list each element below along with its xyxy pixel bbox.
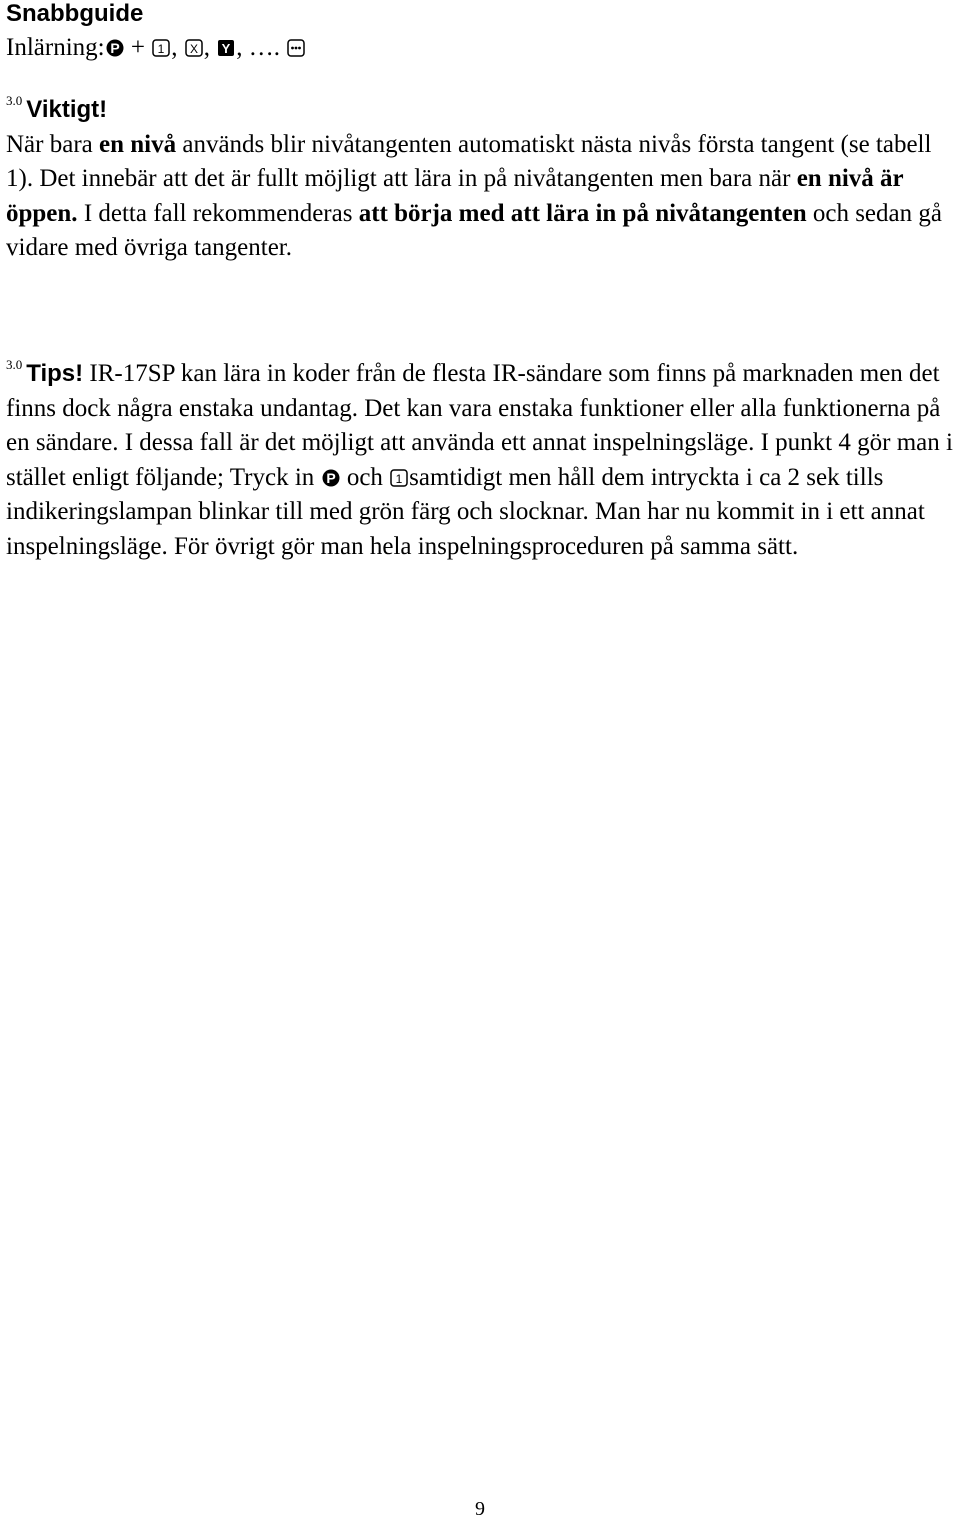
svg-text:P: P [325, 469, 336, 486]
ellipsis: …. [248, 34, 280, 61]
page-number: 9 [475, 1498, 485, 1520]
svg-text:1: 1 [395, 471, 403, 486]
p-button-icon [322, 468, 340, 488]
subtitle-line [6, 32, 306, 64]
tips-number: 3.0 [6, 357, 23, 372]
svg-text:Y: Y [221, 41, 231, 56]
important-section [6, 84, 956, 266]
svg-text:1: 1 [157, 42, 165, 56]
p-button-icon [106, 38, 124, 58]
important-number: 3.0 [6, 93, 23, 108]
important-text-2: används blir nivåtangenten automatiskt nästa nivås första tangent (se tabell 1). Det innebär att det är fullt möjligt att lära in på nivåtangenten men bara när [6, 130, 932, 192]
tips-section [6, 348, 956, 564]
tips-text-2: och [340, 463, 390, 491]
tips-text-3: samtidigt men håll dem intryckta i ca 2 sek tills indikeringslampan blinkar till med grön färg och slocknar. Man har nu kommit in i ett annat inspelningsläge. För övrigt gör man hela inspelningsproceduren på samma sätt. [6, 463, 925, 560]
y-button-icon [217, 38, 235, 58]
x-button-icon [185, 38, 203, 58]
plus-sign: + [130, 34, 145, 61]
important-bold-1: en nivå [99, 130, 177, 158]
important-heading: Viktigt! [26, 96, 108, 123]
important-text-1: När bara [6, 130, 99, 158]
comma-1: , [171, 34, 178, 61]
one-button-icon [390, 468, 408, 488]
tips-heading: Tips! [26, 360, 84, 387]
important-bold-3: att börja med att lära in på nivåtangenten [358, 199, 807, 227]
important-text-3: I detta fall rekommenderas [77, 199, 359, 227]
tips-text-1: IR-17SP kan lära in koder från de flesta IR-sändare som finns på marknaden men det finns dock några enstaka undantag. Det kan vara enstaka funktioner eller alla funktionerna på en sändare. I dessa fall är det möjligt att använda ett annat inspelningsläge. I punkt 4 gör man i stället enligt följande; Tryck in [6, 360, 953, 491]
one-button-icon [152, 38, 170, 58]
svg-text:X: X [189, 42, 198, 56]
more-button-icon [287, 38, 305, 58]
comma-2: , [203, 34, 210, 61]
important-bold-2: en nivå är öppen. [6, 165, 904, 227]
subtitle-prefix: Inlärning: [6, 34, 105, 61]
page-title: Snabbguide [6, 0, 144, 27]
comma-3: , [236, 34, 243, 61]
important-text-4: och sedan gå vidare med övriga tangenter. [6, 199, 942, 261]
svg-text:P: P [109, 40, 120, 56]
